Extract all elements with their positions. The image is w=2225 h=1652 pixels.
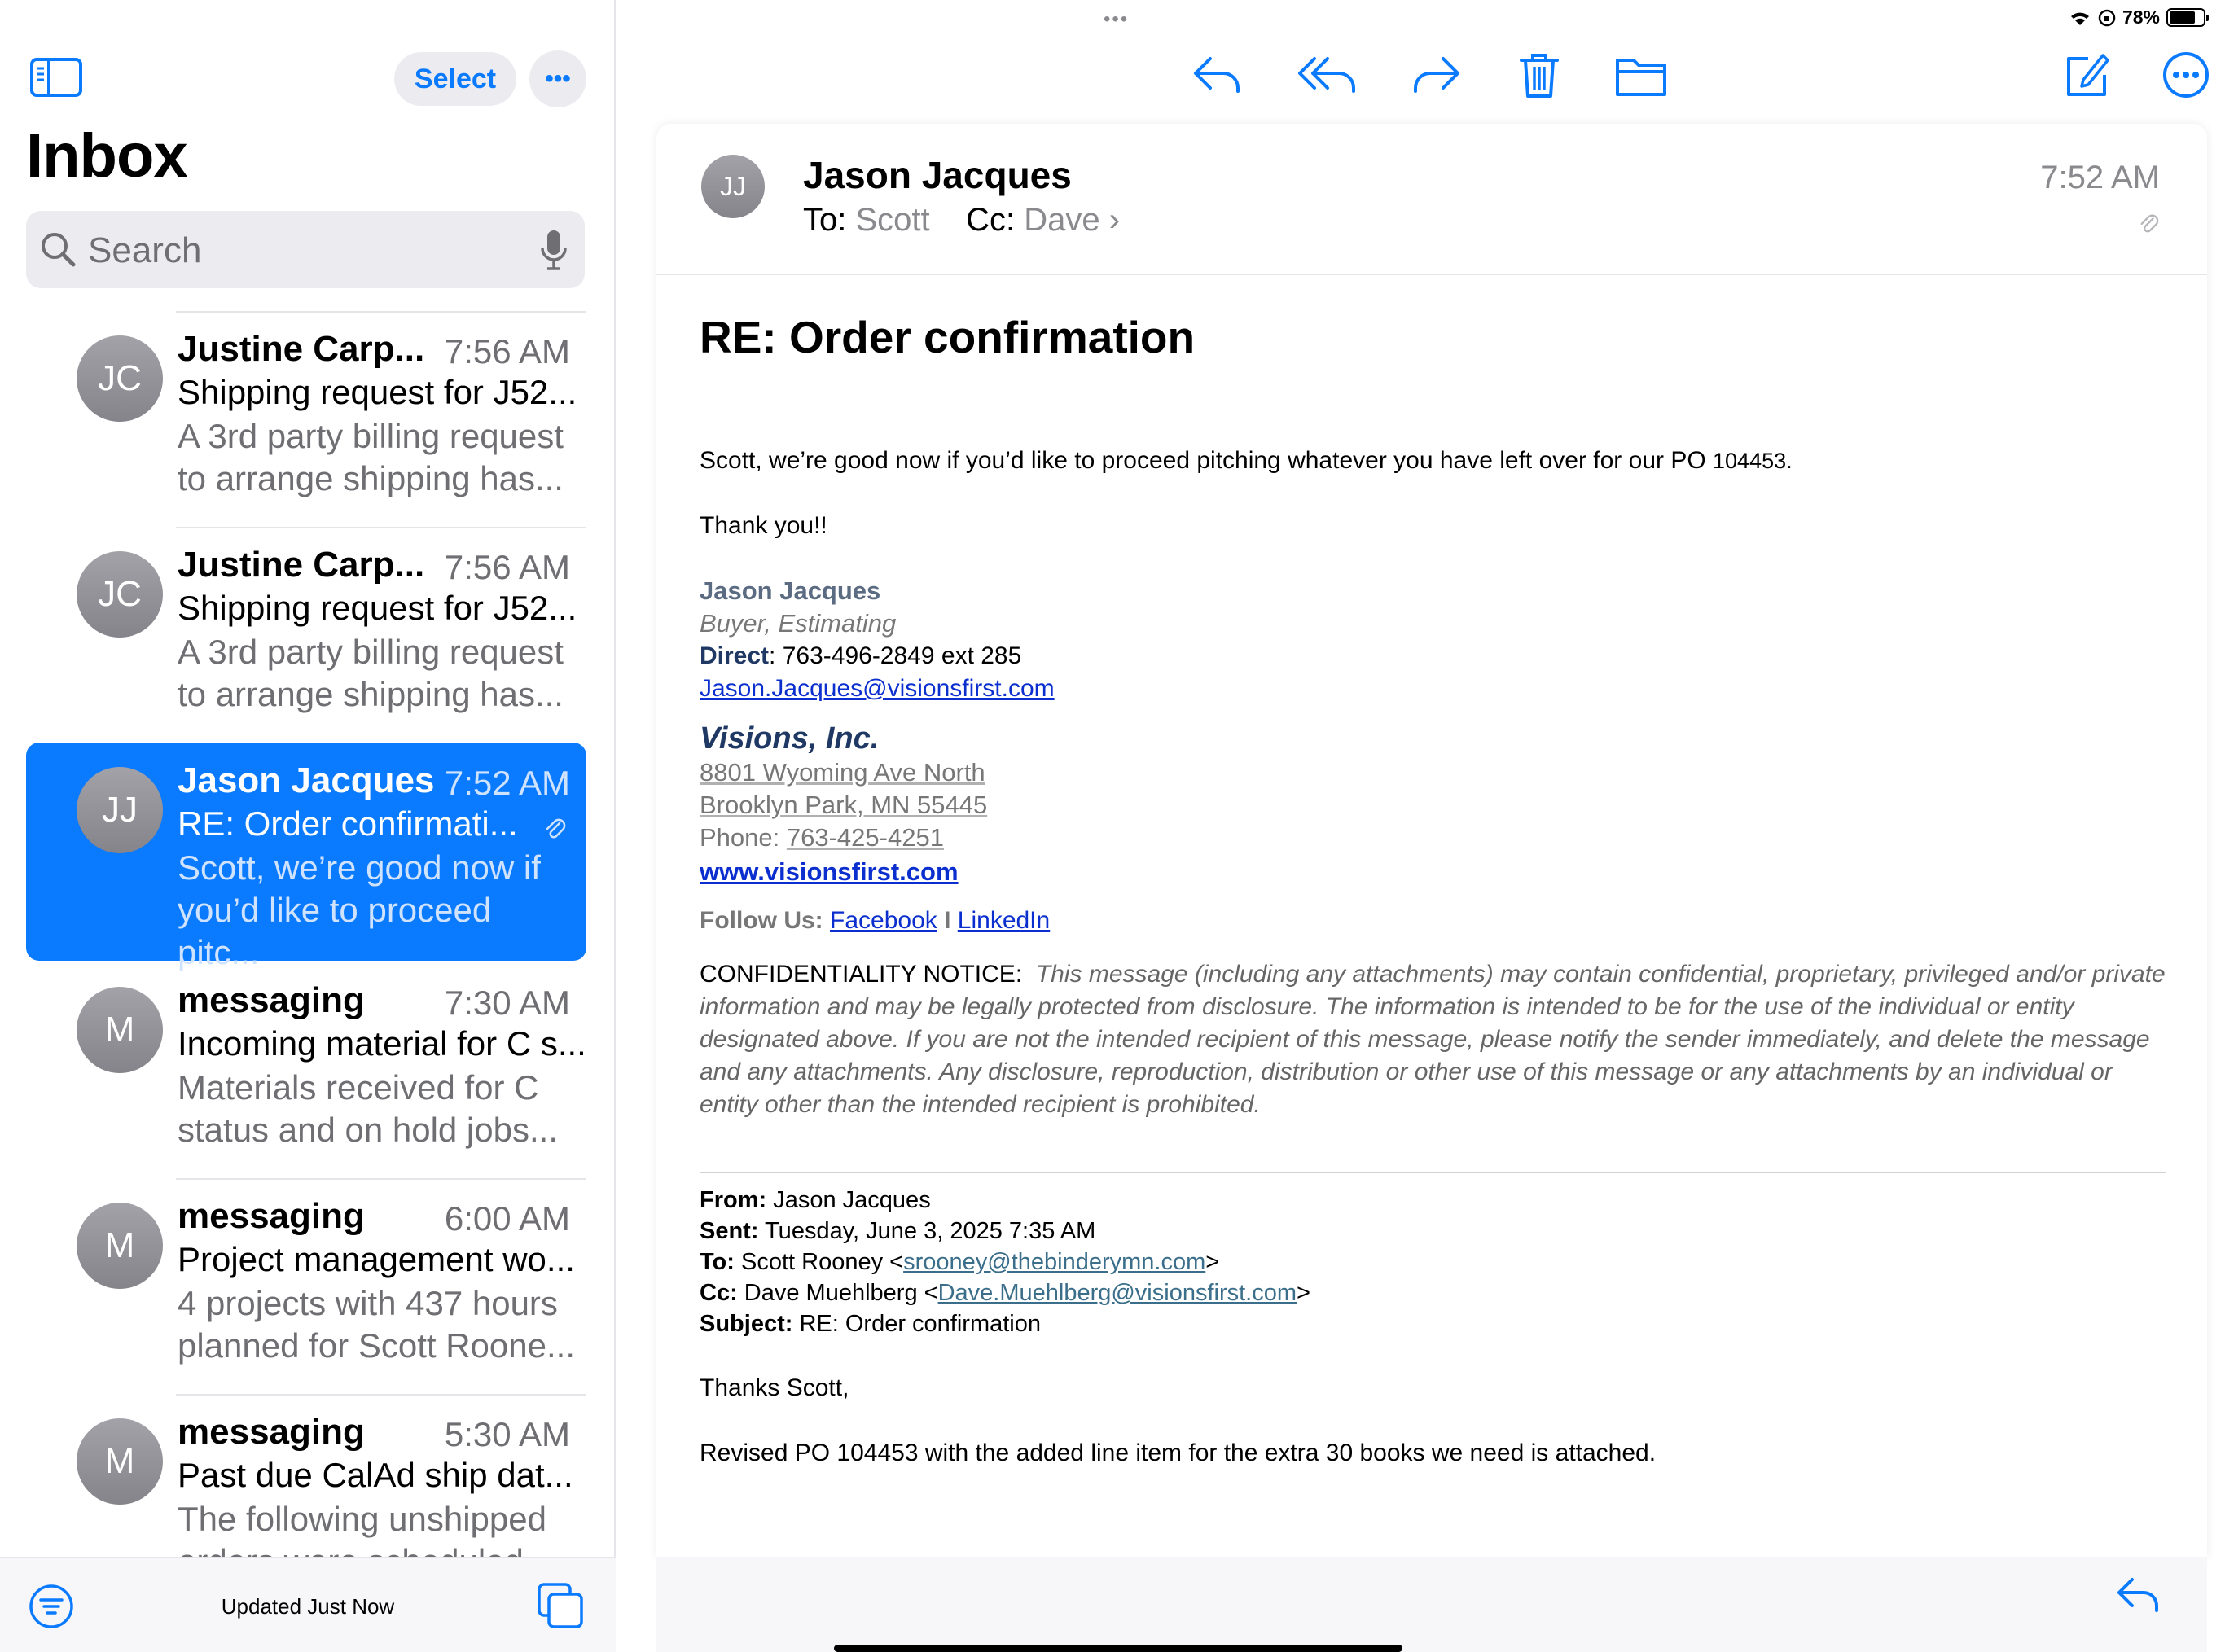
list-item[interactable]: [26, 1178, 586, 1391]
message-subject: RE: Order confirmation: [700, 312, 1196, 362]
search-icon: [37, 229, 78, 269]
facebook-link[interactable]: Facebook: [830, 907, 937, 934]
mail-time: 5:30 AM: [444, 1415, 570, 1453]
avatar: JJ: [77, 767, 163, 853]
to-label: To:: [803, 202, 847, 238]
avatar: M: [77, 1418, 163, 1505]
reply-all-icon[interactable]: [1297, 50, 1358, 99]
company-website[interactable]: www.visionsfirst.com: [700, 857, 959, 886]
message-header[interactable]: [656, 124, 2207, 275]
mail-time: 7:52 AM: [444, 764, 570, 802]
orientation-lock-icon: [2098, 9, 2116, 27]
compose-icon[interactable]: [2060, 50, 2113, 99]
mail-preview: 4 projects with 437 hours planned for Scott Roone...: [178, 1284, 575, 1365]
row-separator: [176, 1178, 586, 1180]
mail-preview: Scott, we’re good now if you’d like to proceed pitc...: [178, 848, 541, 971]
company-name: Visions, Inc.: [700, 721, 880, 756]
to-recipient: Scott: [855, 202, 930, 238]
wifi-icon: [2069, 9, 2091, 27]
quoted-header: From: Jason Jacques Sent: Tuesday, June 3, 2025 7:35 AM To: Scott Rooney <srooney@thebinderymn.com> Cc: Dave Muehlberg <Dave.Muehlberg@visionsfirst.com> Subject: RE: Order confirmation: [700, 1187, 1310, 1337]
mail-sender: messaging: [178, 1196, 365, 1236]
list-item[interactable]: [26, 962, 586, 1176]
body-paragraph: Scott, we’re good now if you’d like to proceed pitching whatever you have left over for our PO 104453.: [700, 447, 1793, 474]
avatar: M: [77, 987, 163, 1073]
more-icon[interactable]: [2160, 50, 2212, 99]
message-time: 7:52 AM: [2040, 160, 2160, 195]
message-sender[interactable]: Jason Jacques: [803, 154, 1072, 196]
trash-icon[interactable]: [1513, 50, 1565, 99]
row-separator: [176, 311, 586, 313]
mail-time: 7:30 AM: [444, 984, 570, 1022]
company-address-line1[interactable]: 8801 Wyoming Ave North: [700, 758, 985, 787]
signature: [700, 575, 2166, 937]
list-item[interactable]: [26, 527, 586, 740]
follow-us: Follow Us: Facebook I LinkedIn: [700, 907, 1051, 934]
company-address-line2[interactable]: Brooklyn Park, MN 55445: [700, 791, 988, 819]
list-item-selected[interactable]: [26, 743, 586, 971]
battery-icon: [2166, 8, 2205, 27]
battery-percent: 78%: [2122, 7, 2160, 28]
signature-direct: Direct: 763-496-2849 ext 285: [700, 642, 1022, 669]
message-view: [656, 124, 2207, 1557]
message-footer-bar: [656, 1557, 2207, 1652]
mail-sender: Justine Carp...: [178, 329, 425, 369]
row-separator: [176, 1394, 586, 1396]
avatar: M: [77, 1203, 163, 1289]
avatar: JJ: [701, 155, 765, 218]
message-body: [700, 311, 2166, 1470]
sidebar-more-button[interactable]: •••: [529, 50, 586, 107]
mailbox-sidebar: [0, 0, 616, 1652]
search-field[interactable]: [26, 211, 585, 288]
linkedin-link[interactable]: LinkedIn: [957, 907, 1051, 934]
page-title: Inbox: [26, 121, 187, 191]
mail-preview: The following unshipped: [178, 1500, 546, 1538]
company-phone: Phone: 763-425-4251: [700, 823, 944, 852]
avatar: JC: [77, 551, 163, 638]
microphone-icon[interactable]: [538, 227, 570, 273]
select-button[interactable]: Select: [394, 52, 516, 106]
row-separator: [176, 527, 586, 528]
attachment-icon: [2139, 212, 2158, 234]
battery-fill: [2170, 11, 2195, 24]
list-item[interactable]: [26, 311, 586, 524]
body-thanks: Thank you!!: [700, 512, 827, 539]
mail-sender: Jason Jacques: [178, 760, 435, 800]
mail-time: 7:56 AM: [444, 548, 570, 586]
update-status: Updated Just Now: [221, 1594, 395, 1619]
status-indicators: [2069, 7, 2205, 28]
mail-sender: Justine Carp...: [178, 545, 425, 585]
sidebar-bottom-bar: [0, 1557, 616, 1652]
mail-preview: A 3rd party billing request to arrange shipping has...: [178, 417, 564, 497]
message-recipients[interactable]: [803, 202, 1120, 239]
mail-subject: RE: Order confirmati...: [178, 804, 518, 843]
mail-sender: messaging: [178, 980, 365, 1020]
home-indicator[interactable]: [834, 1645, 1402, 1652]
mail-sender: messaging: [178, 1412, 365, 1452]
sidebar-toggle-icon[interactable]: [29, 57, 83, 98]
chevron-right-icon[interactable]: ›: [1108, 202, 1121, 238]
forward-icon[interactable]: [1411, 50, 1463, 99]
reply-icon[interactable]: [2116, 1575, 2161, 1615]
quoted-greeting: Thanks Scott,: [700, 1374, 849, 1401]
quoted-cc-email[interactable]: Dave.Muehlberg@visionsfirst.com: [937, 1280, 1297, 1306]
cc-recipient: Dave: [1024, 202, 1100, 238]
confidentiality-notice: CONFIDENTIALITY NOTICE: This message (including any attachments) may contain confidential, proprietary, privileged and/or private information and may be legally protected from disclosure. The information is intended to be for the use of the individual or entity designated above. If you are not the intended recipient of this message, please notify the sender immediately, and delete the message and any attachments. Any disclosure, reproduction, distribution or other use of this message or any attachments by an individual or entity other than the intended recipient is prohibited.: [700, 961, 2166, 1118]
search-input[interactable]: Search: [88, 230, 202, 270]
mail-subject: Project management wo...: [178, 1240, 575, 1278]
signature-email[interactable]: Jason.Jacques@visionsfirst.com: [700, 675, 1055, 702]
cc-label: Cc:: [966, 202, 1016, 238]
signature-name: Jason Jacques: [700, 576, 881, 605]
multitasking-handle[interactable]: •••: [1104, 8, 1130, 30]
compose-stack-icon[interactable]: [536, 1581, 585, 1630]
mail-preview: Materials received for C status and on hold jobs...: [178, 1068, 558, 1149]
quoted-body: Revised PO 104453 with the added line item for the extra 30 books we need is attached.: [700, 1439, 1657, 1466]
mail-subject: Shipping request for J52...: [178, 589, 577, 627]
mail-subject: Shipping request for J52...: [178, 373, 577, 411]
quote-divider: [700, 1172, 2166, 1173]
message-list: [0, 311, 616, 1557]
folder-icon[interactable]: [1614, 50, 1668, 99]
mail-subject: Past due CalAd ship dat...: [178, 1456, 573, 1494]
mail-preview: A 3rd party billing request to arrange shipping has...: [178, 633, 564, 713]
signature-title: Buyer, Estimating: [700, 609, 897, 638]
reply-icon[interactable]: [1191, 50, 1243, 99]
mail-subject: Incoming material for C s...: [178, 1024, 586, 1063]
quoted-to-email[interactable]: srooney@thebinderymn.com: [903, 1249, 1206, 1275]
mail-time: 7:56 AM: [444, 332, 570, 370]
mail-time: 6:00 AM: [444, 1199, 570, 1238]
avatar: JC: [77, 335, 163, 422]
attachment-icon: [544, 816, 565, 840]
